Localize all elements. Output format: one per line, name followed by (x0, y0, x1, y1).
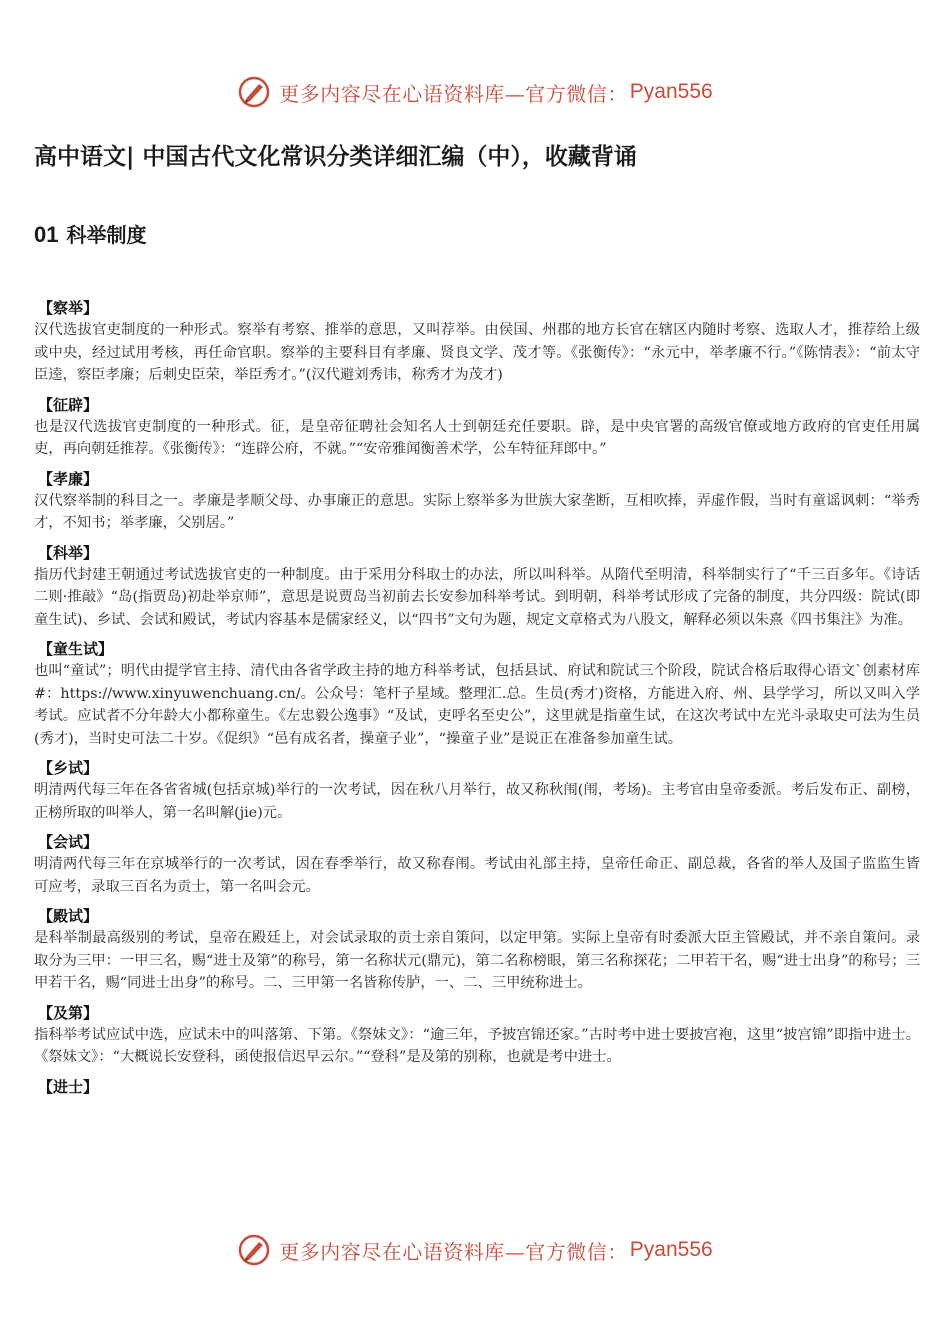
header-banner (0, 72, 950, 112)
entry-dianshi (34, 905, 920, 995)
entry-description: 指历代封建王朝通过考试选拔官吏的一种制度。由于采用分科取士的办法，所以叫科举。从隋代至明清，科举制实行了“千三百多年。《诗话二则·推敲》“岛(指贾岛)初赴举京师”，意思是说贾岛当初前去长安参加科举考试。到明朝，科举考试形成了完备的制度，共分四级：院试(即童生试)、乡试、会试和殿试，考试内容基本是儒家经义，以“四书”文句为题，规定文章格式为八股文，解释必须以朱熹《四书集注》为准。 (34, 566, 920, 628)
brush-logo-icon (237, 75, 271, 109)
entry-keju (34, 542, 920, 632)
entry-term: 【征辟】 (38, 395, 99, 414)
entry-term: 【察举】 (38, 299, 99, 317)
brush-logo-icon (237, 1233, 271, 1267)
entry-list (34, 297, 920, 1105)
banner-wechat-id: Pyan556 (629, 1238, 713, 1261)
banner-text: 更多内容尽在心语资料库—官方微信： (279, 81, 628, 106)
section-heading (34, 219, 146, 248)
entry-xiangshi (34, 757, 920, 824)
entry-term: 【乡试】 (38, 759, 99, 777)
entry-description: 汉代选拔官吏制度的一种形式。察举有考察、推举的意思，又叫荐举。由侯国、州郡的地方长官在辖区内随时考察、选取人才，推荐给上级或中央，经过试用考核，再任命官职。察举的主要科目有孝廉、贤良文学、茂才等。《张衡传》：“永元中，举孝廉不行。”《陈情表》：“前太守臣逵，察臣孝廉；后刺史臣荣，举臣秀才。”(汉代避刘秀讳，称秀才为茂才) (34, 322, 920, 383)
entry-term: 【孝廉】 (38, 469, 99, 488)
entry-description: 是科举制最高级别的考试，皇帝在殿廷上，对会试录取的贡士亲自策问，以定甲第。实际上皇帝有时委派大臣主管殿试，并不亲自策问。录取分为三甲：一甲三名，赐“进士及第”的称号，第一名称状元(鼎元)，第二名称榜眼，第三名称探花；二甲若干名，赐“进士出身”的称号；三甲若干名，赐“同进士出身”的称号。二、三甲第一名皆称传胪，一、二、三甲统称进士。 (34, 930, 920, 991)
entry-term: 【童生试】 (38, 640, 114, 658)
entry-term: 【殿试】 (38, 907, 99, 925)
section-title: 科举制度 (66, 223, 147, 247)
entry-term: 【进士】 (38, 1077, 99, 1096)
entry-zhengpi (34, 394, 920, 461)
document-title: 高中语文| 中国古代文化常识分类详细汇编（中），收藏背诵 (34, 144, 637, 170)
entry-chaju (34, 297, 920, 387)
entry-description: 也是汉代选拔官吏制度的一种形式。征，是皇帝征聘社会知名人士到朝廷充任要职。辟，是中央官署的高级官僚或地方政府的官吏任用属吏，再向朝廷推荐。《张衡传》：“连辟公府，不就。”“安帝雅闻衡善术学，公车特征拜郎中。” (34, 418, 920, 457)
banner-text: 更多内容尽在心语资料库—官方微信： (279, 1239, 628, 1264)
entry-jinshi (34, 1076, 920, 1098)
entry-jidi (34, 1002, 920, 1069)
entry-term: 【科举】 (38, 543, 99, 562)
entry-term: 【及第】 (38, 1003, 99, 1022)
entry-xiaolian (34, 468, 920, 535)
entry-description: 汉代察举制的科目之一。孝廉是孝顺父母、办事廉正的意思。实际上察举多为世族大家垄断，互相吹捧，弄虚作假，当时有童谣讽刺：“举秀才，不知书；举孝廉，父别居。” (34, 492, 920, 531)
entry-term: 【会试】 (38, 833, 99, 851)
entry-tongshengshi (34, 638, 920, 750)
entry-description: 明清两代每三年在京城举行的一次考试，因在春季举行，故又称春闱。考试由礼部主持，皇帝任命正、副总裁，各省的举人及国子监监生皆可应考，录取三百名为贡士，第一名叫会元。 (34, 856, 920, 895)
entry-huishi (34, 831, 920, 898)
entry-description: 明清两代每三年在各省省城(包括京城)举行的一次考试，因在秋八月举行，故又称秋闱(闱，考场)。主考官由皇帝委派。考后发布正、副榜，正榜所取的叫举人，第一名叫解(jie)元。 (34, 782, 920, 821)
footer-banner (0, 1230, 950, 1270)
section-number: 01 (34, 222, 59, 247)
entry-description: 指科举考试应试中选，应试未中的叫落第、下第。《祭妹文》：“逾三年，予披宫锦还家。”古时考中进士要披宫袍，这里“披宫锦”即指中进士。《祭妹文》：“大概说长安登科，函使报信迟早云尔。”“登科”是及第的别称，也就是考中进士。 (34, 1026, 920, 1065)
banner-wechat-id: Pyan556 (629, 80, 713, 103)
entry-description: 也叫“童试”；明代由提学官主持、清代由各省学政主持的地方科举考试，包括县试、府试和院试三个阶段，院试合格后取得心语文`创素材库#：https://www.xinyuwenchuang.cn/。公众号：笔杆子星域。整理汇.总。生员(秀才)资格，方能进入府、州、县学学习，所以又叫入学考试。应试者不分年龄大小都称童生。《左忠毅公逸事》“及试，吏呼名至史公”，这里就是指童生试，在这次考试中左光斗录取史可法为生员(秀才)，当时史可法二十岁。《促织》“邑有成名者，操童子业”，“操童子业”是说正在准备参加童生试。 (34, 663, 920, 747)
